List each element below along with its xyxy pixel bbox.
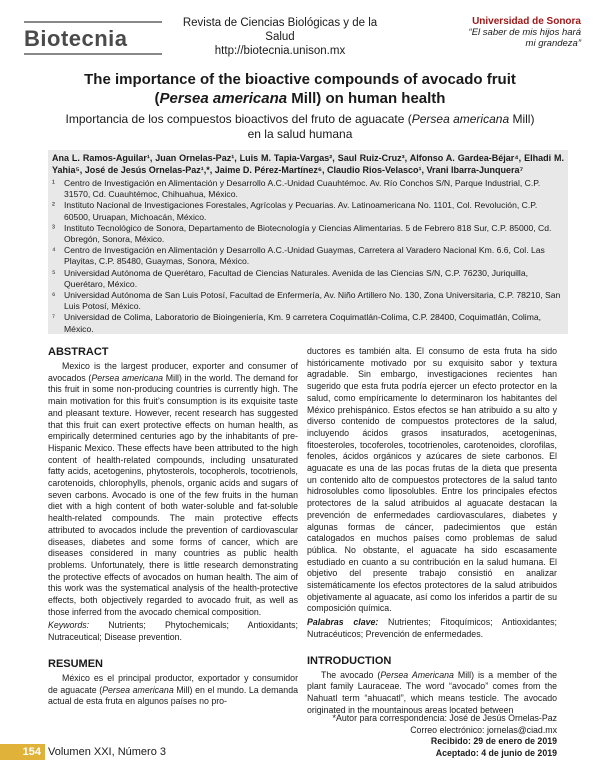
abstract-part-a: Mexico is the largest producer, exporter and consumer of avocados ( bbox=[48, 361, 298, 383]
journal-name: Revista de Ciencias Biológicas y de la Salud bbox=[182, 17, 378, 43]
affiliation-text: Universidad de Colima, Laboratorio de Bioingeniería, Km. 9 carretera Coquimatlán-Colima, C.P. 28400, Coquimatlán, Colima, México. bbox=[64, 312, 542, 334]
affiliation-number: ³ bbox=[52, 222, 55, 233]
abstract-text bbox=[48, 361, 298, 618]
affiliation-item bbox=[52, 200, 564, 222]
affiliation-item bbox=[52, 223, 564, 245]
abstract-keywords bbox=[48, 620, 298, 643]
affiliation-text: Universidad Autónoma de San Luis Potosí, Facultad de Enfermería, Av. Niño Artillero No. 130, Zona Universitaria, C.P. 78210, San Luis Potosí, México. bbox=[64, 290, 561, 312]
intro-species: Persea Americana bbox=[380, 669, 454, 680]
resumen-keywords bbox=[307, 617, 557, 640]
motto-line-2: mi grandeza” bbox=[525, 38, 581, 49]
author-list: Ana L. Ramos-Aguilar¹, Juan Ornelas-Paz¹, Luis M. Tapia-Vargas², Saul Ruiz-Cruz³, Alfonso A. Gardea-Béjar⁴, Elhadi M. Yahia⁵, José de Jesús Ornelas-Paz¹,*, Jaime D. Pérez-Martínez⁶, Claudio Rios-Velasco¹, Vrani Ibarra-Junquera⁷ bbox=[52, 153, 564, 175]
keywords-label: Keywords: bbox=[48, 620, 90, 631]
resumen-species: Persea americana bbox=[102, 684, 174, 695]
palabras-clave-label: Palabras clave: bbox=[307, 617, 379, 628]
abstract-heading: ABSTRACT bbox=[48, 346, 109, 358]
affiliation-item bbox=[52, 268, 564, 290]
right-column bbox=[307, 346, 557, 716]
affiliation-item bbox=[52, 290, 564, 312]
journal-url[interactable]: http://biotecnia.unison.mx bbox=[214, 45, 346, 57]
affiliation-number: ¹ bbox=[52, 178, 55, 188]
university-header bbox=[396, 16, 581, 49]
affiliation-number: ⁵ bbox=[52, 267, 56, 278]
journal-header bbox=[175, 16, 385, 58]
title-line-1: The importance of the bioactive compounds of avocado fruit bbox=[84, 71, 516, 88]
affiliation-number: ⁷ bbox=[52, 312, 56, 323]
title-paren: ( bbox=[154, 90, 160, 107]
title-rest: Mill) on human health bbox=[287, 90, 446, 107]
subtitle-part-b: Mill) bbox=[509, 112, 535, 126]
correspondence-block bbox=[307, 713, 557, 760]
corresponding-author: *Autor para correspondencia: José de Jesús Ornelas-Paz bbox=[332, 713, 557, 723]
subtitle-species: Persea americana bbox=[411, 112, 510, 126]
affiliation-text: Instituto Nacional de Investigaciones Forestales, Agrícolas y Pecuarias. Av. Latinoamericana No. 1101, Col. Revolución, C.P. 60500, Uruapan, Michoacán, México. bbox=[64, 200, 538, 222]
logo-text: Biotecnia bbox=[24, 26, 128, 51]
introduction-heading: INTRODUCTION bbox=[307, 654, 392, 667]
logo-rule-bottom bbox=[24, 53, 162, 55]
article-subtitle bbox=[40, 112, 560, 142]
university-name: Universidad de Sonora bbox=[472, 16, 581, 27]
resumen-continued: ductores es también alta. El consumo de esta fruta ha sido históricamente motivado por su exquisito sabor y textura agradable. Sin embargo, investigaciones recientes han sugerido que esta fruta podría ejercer un efecto protector en la salud, como empíricamente lo determinaron los habitantes del México prehispánico. Estos efectos se han atribuido a su alto y diverso contenido de compuestos protectores de la salud, incluyendo ácidos grasos insaturados, acetogeninas, fitoesteroles, tocoferoles, tocotrienoles, carotenoides, clorofilas, fenoles, ácidos orgánicos y azúcares de siete carbonos. El aguacate es una de las pocas frutas de la dieta que presenta un contenido alto de compuestos protectores de la salud tanto hidrosolubles como liposolubles. Entre los principales efectos protectores de la salud atribuidos al aguacate destacan la prevención de enfermedades cardiovasculares, diabetes y algunas formas de cáncer, padecimientos que están catalogados en muchos países como problemas de salud pública. No obstante, el aguacate ha sido escasamente estudiado en cuanto a su contribución en la salud humana. El objetivo del presente trabajo consistió en analizar sistemáticamente los efectos protectores de la salud atribuidos objetivamente al aguacate, así como los inferidos a partir de su composición química. bbox=[307, 346, 557, 614]
affiliation-number: ⁴ bbox=[52, 245, 56, 256]
affiliation-text: Centro de Investigación en Alimentación y Desarrollo A.C.-Unidad Cuauhtémoc. Av. Río Conchos S/N, Parque Industrial, C.P. 31570, Cd. Cuauhtémoc, Chihuahua, México. bbox=[64, 178, 541, 200]
title-species: Persea americana bbox=[159, 90, 288, 107]
article-title bbox=[40, 70, 560, 108]
affiliation-text: Centro de Investigación en Alimentación y Desarrollo A.C.-Unidad Guaymas, Carretera al Varadero Nacional Km. 6.6, Col. Las Playitas, C.P. 85480, Guaymas, Sonora, México. bbox=[64, 245, 545, 267]
affiliation-item bbox=[52, 178, 564, 200]
resumen-text bbox=[48, 673, 298, 708]
palabras-clave-list: Nutrientes; Fitoquímicos; Antioxidantes; Nutracéuticos; Prevención de enfermedades. bbox=[307, 617, 557, 639]
intro-part-a: The avocado ( bbox=[321, 669, 381, 680]
subtitle-line-1 bbox=[40, 112, 560, 127]
title-line-2 bbox=[40, 89, 560, 108]
subtitle-part-a: Importancia de los compuestos bioactivos del fruto de aguacate ( bbox=[65, 112, 412, 126]
affiliation-text: Instituto Tecnológico de Sonora, Departamento de Biotecnología y Ciencias Alimentarias. 5 de Febrero 818 Sur, C.P. 85000, Cd. Obregón, Sonora, México. bbox=[64, 222, 552, 245]
affiliation-text: Universidad Autónoma de Querétaro, Facultad de Ciencias Naturales. Avenida de las Ciencias S/N, C.P. 76230, Juriquilla, Querétaro, México. bbox=[64, 267, 529, 289]
affiliation-list bbox=[52, 178, 564, 335]
resumen-part-a: México es el principal productor, exportador y consumidor de aguacate ( bbox=[48, 672, 298, 695]
accepted-date: Aceptado: 4 de junio de 2019 bbox=[435, 748, 557, 759]
affiliation-number: ² bbox=[52, 200, 55, 211]
affiliation-item bbox=[52, 245, 564, 267]
resumen-heading: RESUMEN bbox=[48, 657, 104, 670]
keywords-list: Nutrients; Phytochemicals; Antioxidants; Nutraceutical; Disease prevention. bbox=[48, 620, 298, 643]
logo-rule-top bbox=[24, 21, 162, 23]
affiliation-number: ⁶ bbox=[52, 290, 56, 301]
motto-line-1: “El saber de mis hijos hará bbox=[468, 27, 581, 38]
introduction-text bbox=[307, 670, 557, 717]
journal-logo bbox=[24, 26, 128, 52]
received-date: Recibido: 29 de enero de 2019 bbox=[430, 736, 557, 747]
intro-part-b: Mill) is a member of the plant family Lauraceae. The word “avocado” comes from the Nahuatl term “ahuacatl”, which means testicle. The avocado originated in the mountainous areas located between bbox=[307, 669, 557, 715]
corresponding-email[interactable]: Correo electrónico: jornelas@ciad.mx bbox=[410, 724, 557, 735]
subtitle-line-2: en la salud humana bbox=[247, 127, 353, 141]
page-number: 154 bbox=[0, 744, 45, 760]
volume-label: Volumen XXI, Número 3 bbox=[48, 746, 167, 758]
abstract-part-b: Mill) in the world. The demand for this fruit in some non-producing countries is currently high. The main motivation for this fruit’s consumption is its exquisite taste and pleasant texture. However, recent research has suggested that this fruit can exert protective effects on human health, as empirically determined centuries ago by the inhabitants of pre-Hispanic Mexico. These effects have been attributed to the high content of health-related compounds, including unsaturated fatty acids, acetogenins, phytosterols, tocopherols, tocotrienols, carotenoids, chlorophylls, phenols, organic acids and sugars of seven carbons. Avocado is one of the few fruits in the human diet with a high content of both water-soluble and fat-soluble health-related compounds. The main protective effects attributed to avocados include the prevention of cardiovascular diseases, diabetes and some forms of cancer, which are diseases considered in many countries as public health problems. Unfortunately, there is little research demonstrating the protective effects of avocados on human health. The aim of this work was the systematical analysis of the health-protective effects, both objectively regarded to avocado fruit, as well as those inferred from the avocado chemical composition. bbox=[48, 372, 299, 617]
resumen-part-b: Mill) en el mundo. La demanda actual de esta fruta en algunos países no pro- bbox=[48, 684, 298, 707]
abstract-species: Persea americana bbox=[91, 372, 164, 383]
left-column bbox=[48, 346, 298, 708]
affiliation-item bbox=[52, 312, 564, 334]
